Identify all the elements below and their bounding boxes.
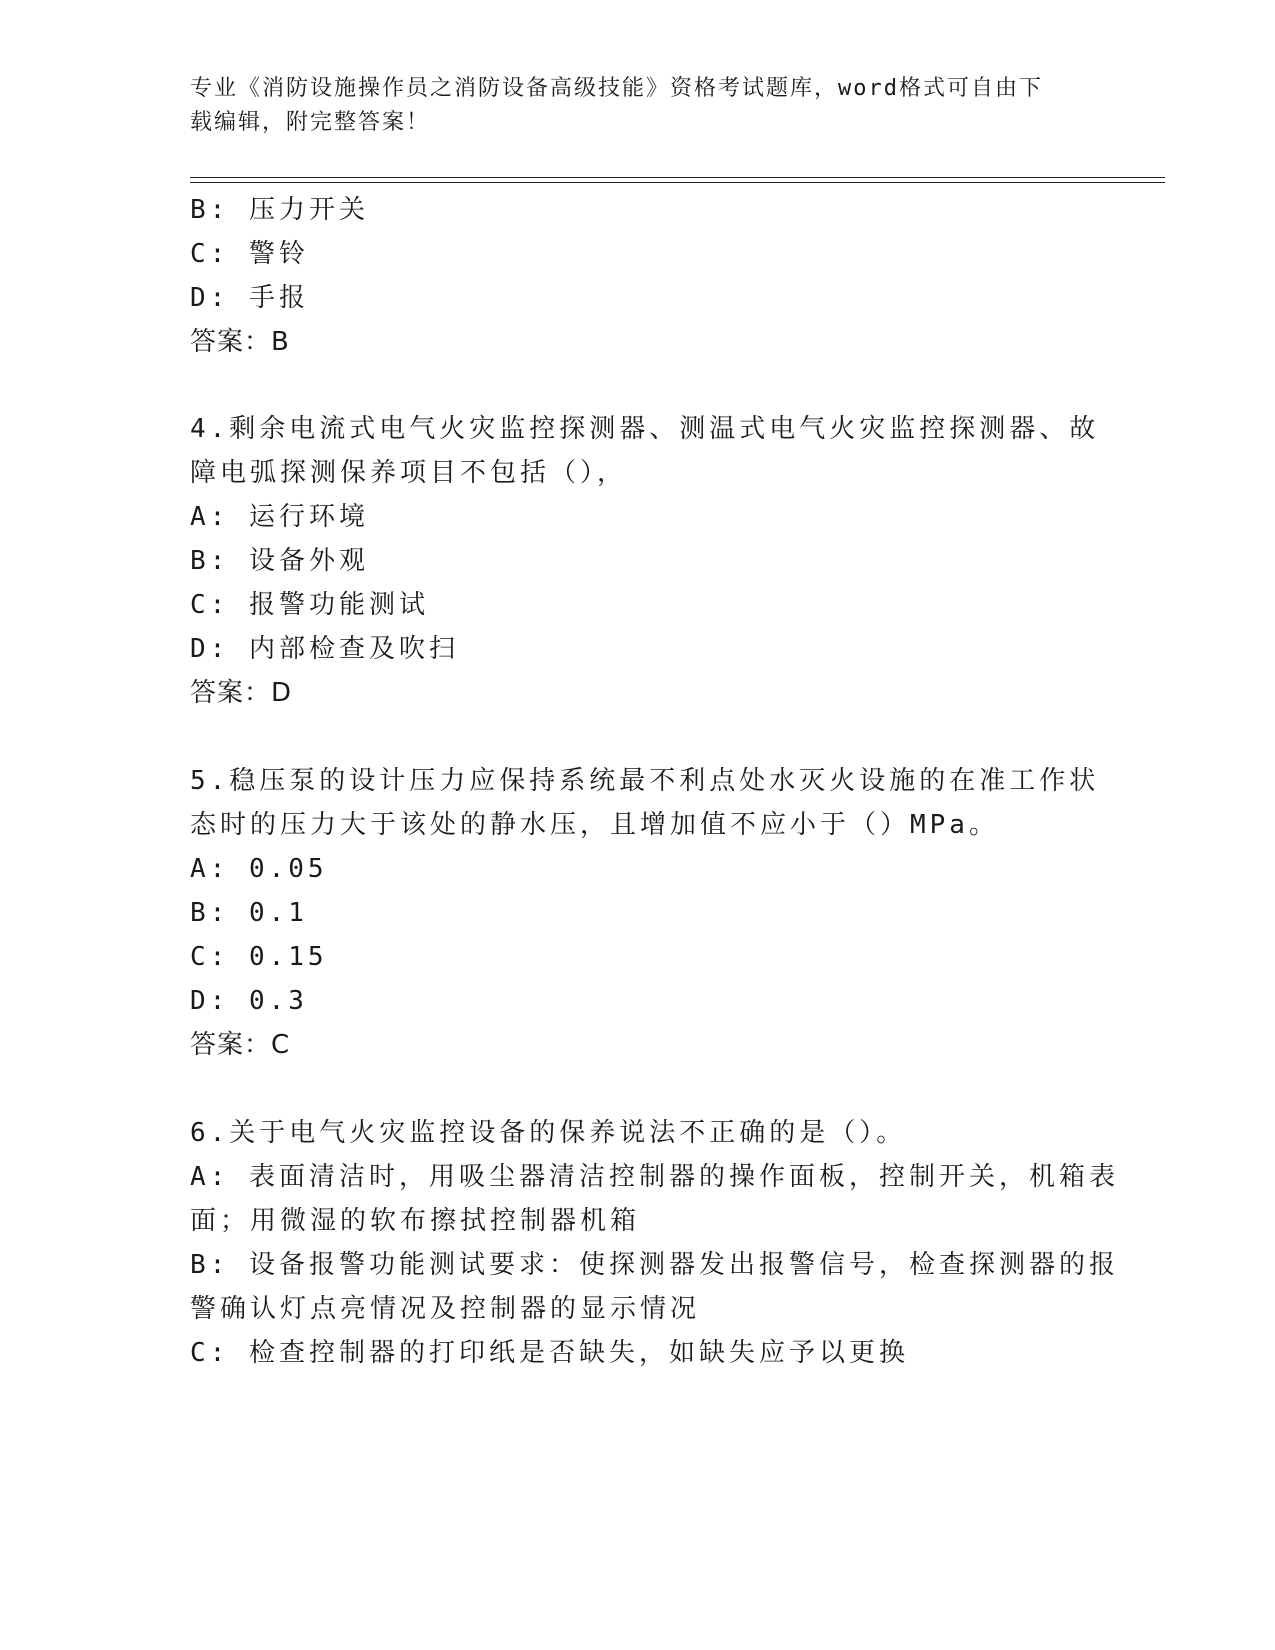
- q4-question-line-2: 障电弧探测保养项目不包括（），: [190, 458, 628, 488]
- q5-option-c: C: 0.15: [190, 942, 328, 972]
- q5-question-line-2: 态时的压力大于该处的静水压，且增加值不应小于（）MPa。: [190, 810, 999, 840]
- q6-option-a-line-2: 面；用微湿的软布擦拭控制器机箱: [190, 1206, 641, 1236]
- header-line-1: 专业《消防设施操作员之消防设备高级技能》资格考试题库，word格式可自由下: [190, 76, 1043, 101]
- q4-answer: 答案：D: [190, 678, 293, 708]
- q3-option-c: C: 警铃: [190, 239, 309, 269]
- header-divider-top: [190, 177, 1165, 178]
- q3-answer: 答案：B: [190, 327, 290, 357]
- q6-option-c: C: 检查控制器的打印纸是否缺失，如缺失应予以更换: [190, 1338, 909, 1368]
- q6-option-b-line-2: 警确认灯点亮情况及控制器的显示情况: [190, 1294, 701, 1324]
- q5-option-d: D: 0.3: [190, 986, 308, 1016]
- q3-option-d: D: 手报: [190, 283, 309, 313]
- q4-question-line-1: 4.剩余电流式电气火灾监控探测器、测温式电气火灾监控探测器、故: [190, 414, 1100, 444]
- q4-option-c: C: 报警功能测试: [190, 590, 429, 620]
- q6-option-b-line-1: B: 设备报警功能测试要求：使探测器发出报警信号，检查探测器的报: [190, 1250, 1119, 1280]
- q5-answer: 答案：C: [190, 1030, 291, 1060]
- header-line-2: 载编辑，附完整答案！: [190, 110, 431, 135]
- document-header: [190, 72, 1090, 140]
- q3-option-b: B: 压力开关: [190, 195, 369, 225]
- q4-option-a: A: 运行环境: [190, 502, 369, 532]
- q6-option-a-line-1: A: 表面清洁时，用吸尘器清洁控制器的操作面板，控制开关，机箱表: [190, 1162, 1119, 1192]
- q5-option-b: B: 0.1: [190, 898, 308, 928]
- header-divider-bottom: [190, 182, 1165, 183]
- q6-question-line-1: 6.关于电气火灾监控设备的保养说法不正确的是（）。: [190, 1118, 907, 1148]
- q4-option-b: B: 设备外观: [190, 546, 369, 576]
- q5-question-line-1: 5.稳压泵的设计压力应保持系统最不利点处水灭火设施的在准工作状: [190, 766, 1100, 796]
- q5-option-a: A: 0.05: [190, 854, 328, 884]
- q4-option-d: D: 内部检查及吹扫: [190, 634, 459, 664]
